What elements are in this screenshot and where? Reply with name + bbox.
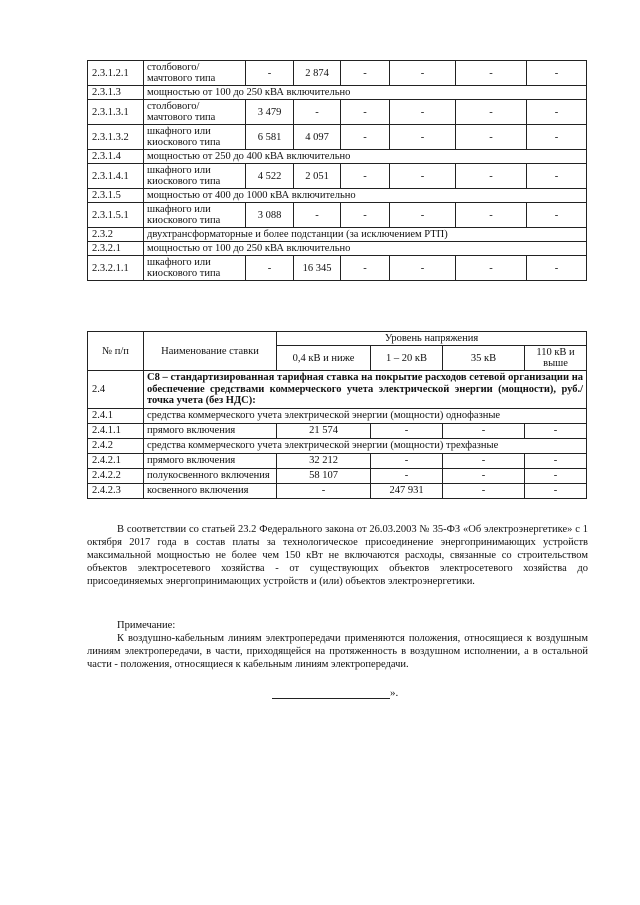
value-cell: - bbox=[443, 453, 525, 468]
row-number: 2.3.2 bbox=[88, 228, 144, 242]
section-title: С8 – стандартизированная тарифная ставка на покрытие расходов сетевой организации на обеспечение средствами коммерческого учета электрической энергии (мощности), руб./точка учета (без НДС): bbox=[144, 371, 587, 409]
row-name: полукосвенного включения bbox=[144, 468, 277, 483]
header-name: Наименование ставки bbox=[144, 332, 277, 371]
header-voltage-group: Уровень напряжения bbox=[277, 332, 587, 346]
row-number: 2.3.1.3.2 bbox=[88, 125, 144, 150]
row-number: 2.4.2 bbox=[88, 438, 144, 453]
row-group-name: мощностью от 100 до 250 кВА включительно bbox=[144, 242, 587, 256]
value-cell: 3 479 bbox=[246, 100, 294, 125]
value-cell: - bbox=[456, 125, 527, 150]
value-cell: - bbox=[390, 256, 456, 281]
note-body: К воздушно-кабельным линиям электропередачи применяются положения, относящиеся к воздушным линиям электропередачи, в части, приходящейся на протяженность в воздушном исполнении, а в остальной части - положения, относящиеся к кабельным линиям электропередачи. bbox=[87, 633, 588, 670]
value-cell: - bbox=[341, 164, 390, 189]
table-row bbox=[88, 100, 587, 125]
table-row bbox=[88, 242, 587, 256]
value-cell: - bbox=[246, 61, 294, 86]
value-cell: - bbox=[527, 256, 587, 281]
value-cell: - bbox=[390, 164, 456, 189]
value-cell: - bbox=[525, 483, 587, 498]
table-row bbox=[88, 256, 587, 281]
row-name: шкафного или киоскового типа bbox=[144, 164, 246, 189]
value-cell: - bbox=[456, 256, 527, 281]
value-cell: - bbox=[456, 100, 527, 125]
value-cell: - bbox=[341, 203, 390, 228]
value-cell: 21 574 bbox=[277, 423, 371, 438]
law-reference-paragraph: В соответствии со статьей 23.2 Федерального закона от 26.03.2003 № 35-ФЗ «Об электроэнергетике» с 1 октября 2017 года в состав платы за технологическое присоединение энергопринимающих устройств максимальной мощностью не более чем 150 кВт не включаются расходы, связанные со строительством объектов электросетевого хозяйства - от существующих объектов электросетевого хозяйства до присоединяемых энергопринимающих устройств и (или) объектов электроэнергетики. bbox=[87, 524, 588, 587]
row-number: 2.4.2.1 bbox=[88, 453, 144, 468]
row-name: шкафного или киоскового типа bbox=[144, 125, 246, 150]
row-name: прямого включения bbox=[144, 453, 277, 468]
value-cell: - bbox=[390, 203, 456, 228]
row-name: шкафного или киоскового типа bbox=[144, 256, 246, 281]
row-group-name: двухтрансформаторные и более подстанции (за исключением РТП) bbox=[144, 228, 587, 242]
table-row bbox=[88, 438, 587, 453]
value-cell: - bbox=[341, 256, 390, 281]
table-row bbox=[88, 371, 587, 409]
table-row bbox=[88, 483, 587, 498]
row-name: столбового/ мачтового типа bbox=[144, 100, 246, 125]
table-row bbox=[88, 228, 587, 242]
value-cell: - bbox=[390, 100, 456, 125]
row-name: столбового/ мачтового типа bbox=[144, 61, 246, 86]
row-group-name: мощностью от 400 до 1000 кВА включительно bbox=[144, 189, 587, 203]
row-number: 2.4.1.1 bbox=[88, 423, 144, 438]
row-name: косвенного включения bbox=[144, 483, 277, 498]
row-group-name: средства коммерческого учета электрической энергии (мощности) однофазные bbox=[144, 408, 587, 423]
value-cell: 247 931 bbox=[371, 483, 443, 498]
value-cell: 4 522 bbox=[246, 164, 294, 189]
row-number: 2.3.2.1 bbox=[88, 242, 144, 256]
row-number: 2.3.1.4.1 bbox=[88, 164, 144, 189]
value-cell: - bbox=[443, 483, 525, 498]
row-number: 2.4.2.3 bbox=[88, 483, 144, 498]
row-number: 2.3.1.5 bbox=[88, 189, 144, 203]
value-cell: - bbox=[390, 125, 456, 150]
value-cell: - bbox=[341, 125, 390, 150]
row-number: 2.4.1 bbox=[88, 408, 144, 423]
value-cell: - bbox=[527, 61, 587, 86]
value-cell: 2 051 bbox=[294, 164, 341, 189]
value-cell: - bbox=[371, 453, 443, 468]
value-cell: - bbox=[525, 423, 587, 438]
row-number: 2.3.2.1.1 bbox=[88, 256, 144, 281]
value-cell: - bbox=[341, 100, 390, 125]
row-number: 2.3.1.3 bbox=[88, 86, 144, 100]
value-cell: - bbox=[525, 453, 587, 468]
value-cell: - bbox=[456, 203, 527, 228]
header-num: № п/п bbox=[88, 332, 144, 371]
tariff-table-metering bbox=[87, 331, 587, 499]
value-cell: - bbox=[527, 164, 587, 189]
value-cell: 3 088 bbox=[246, 203, 294, 228]
value-cell: - bbox=[390, 61, 456, 86]
header-level-2: 1 – 20 кВ bbox=[371, 346, 443, 371]
value-cell: - bbox=[371, 468, 443, 483]
table-row bbox=[88, 125, 587, 150]
value-cell: 16 345 bbox=[294, 256, 341, 281]
row-number: 2.3.1.2.1 bbox=[88, 61, 144, 86]
value-cell: 6 581 bbox=[246, 125, 294, 150]
value-cell: 4 097 bbox=[294, 125, 341, 150]
value-cell: 58 107 bbox=[277, 468, 371, 483]
value-cell: - bbox=[294, 203, 341, 228]
table-row bbox=[88, 423, 587, 438]
value-cell: - bbox=[246, 256, 294, 281]
value-cell: - bbox=[527, 125, 587, 150]
header-level-1: 0,4 кВ и ниже bbox=[277, 346, 371, 371]
closing-quote: ». bbox=[390, 687, 399, 699]
table-row bbox=[88, 203, 587, 228]
value-cell: 2 874 bbox=[294, 61, 341, 86]
table-row bbox=[88, 86, 587, 100]
blank-line bbox=[272, 687, 390, 699]
value-cell: - bbox=[527, 203, 587, 228]
value-cell: - bbox=[443, 468, 525, 483]
table-row bbox=[88, 61, 587, 86]
table-row bbox=[88, 453, 587, 468]
table-row bbox=[88, 164, 587, 189]
row-group-name: средства коммерческого учета электрической энергии (мощности) трехфазные bbox=[144, 438, 587, 453]
table-row bbox=[88, 468, 587, 483]
row-number: 2.3.1.3.1 bbox=[88, 100, 144, 125]
value-cell: - bbox=[456, 61, 527, 86]
value-cell: - bbox=[294, 100, 341, 125]
row-number: 2.3.1.4 bbox=[88, 150, 144, 164]
value-cell: - bbox=[371, 423, 443, 438]
row-number: 2.4 bbox=[88, 371, 144, 409]
tariff-table-substations bbox=[87, 60, 587, 281]
row-group-name: мощностью от 100 до 250 кВА включительно bbox=[144, 86, 587, 100]
value-cell: - bbox=[277, 483, 371, 498]
value-cell: - bbox=[341, 61, 390, 86]
row-number: 2.4.2.2 bbox=[88, 468, 144, 483]
value-cell: 32 212 bbox=[277, 453, 371, 468]
signature-line bbox=[272, 687, 398, 699]
value-cell: - bbox=[443, 423, 525, 438]
table-row bbox=[88, 150, 587, 164]
header-level-3: 35 кВ bbox=[443, 346, 525, 371]
value-cell: - bbox=[525, 468, 587, 483]
row-name: шкафного или киоскового типа bbox=[144, 203, 246, 228]
value-cell: - bbox=[456, 164, 527, 189]
table-row bbox=[88, 408, 587, 423]
value-cell: - bbox=[527, 100, 587, 125]
note-title: Примечание: bbox=[117, 620, 176, 631]
row-name: прямого включения bbox=[144, 423, 277, 438]
row-number: 2.3.1.5.1 bbox=[88, 203, 144, 228]
table-row bbox=[88, 189, 587, 203]
header-level-4: 110 кВ и выше bbox=[525, 346, 587, 371]
row-group-name: мощностью от 250 до 400 кВА включительно bbox=[144, 150, 587, 164]
